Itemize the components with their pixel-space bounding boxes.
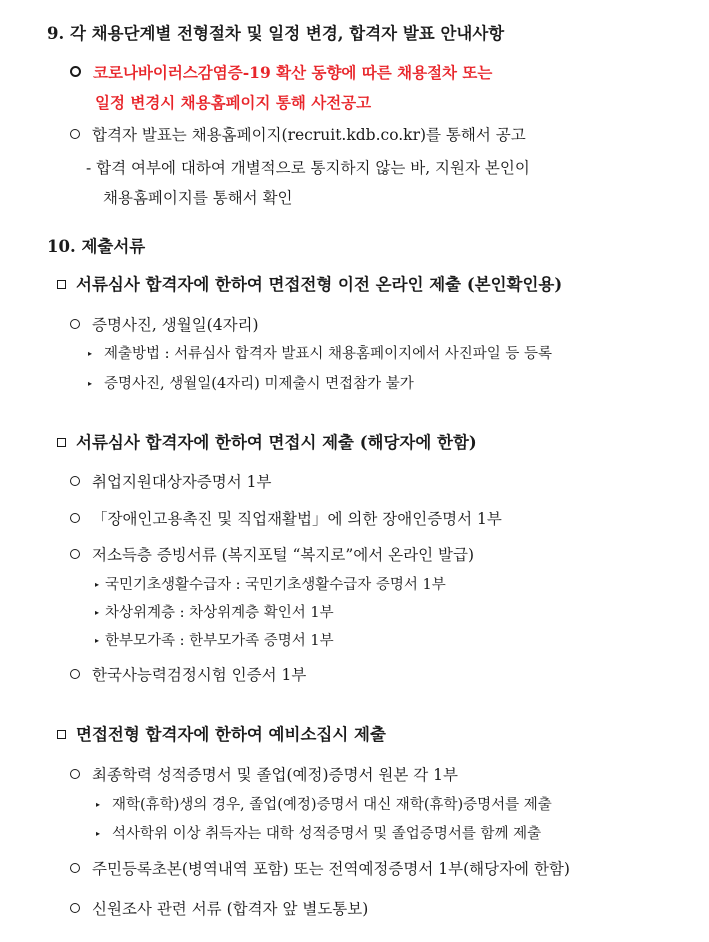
group2-sub2-text: 차상위계층 : 차상위계층 확인서 1부 (105, 605, 334, 621)
group1-item (70, 315, 259, 335)
circle-bullet-icon (70, 769, 80, 779)
group2-sub3-text: 한부모가족 : 한부모가족 증명서 1부 (105, 633, 334, 649)
dash-line-1: - 합격 여부에 대하여 개별적으로 통지하지 않는 바, 지원자 본인이 (86, 159, 530, 177)
group2-title (57, 433, 477, 453)
group1-item-text: 증명사진, 생월일(4자리) (92, 316, 259, 334)
triangle-bullet-icon: ▸ (95, 608, 100, 617)
triangle-bullet-icon: ▸ (96, 800, 101, 809)
triangle-bullet-icon: ▸ (88, 349, 93, 358)
group3-item2 (70, 859, 570, 879)
group3-sub2 (96, 824, 541, 844)
announcement-text: 합격자 발표는 채용홈페이지(recruit.kdb.co.kr)를 통해서 공고 (92, 126, 526, 144)
square-bullet-icon (57, 438, 66, 447)
group3-item3-text: 신원조사 관련 서류 (합격자 앞 별도통보) (92, 900, 369, 918)
circle-bullet-icon (70, 513, 80, 523)
group1-sub2-text: 증명사진, 생월일(4자리) 미제출시 면접참가 불가 (104, 376, 414, 392)
circle-bullet-icon (70, 66, 81, 77)
group2-item3 (70, 545, 474, 565)
group3-item1-text: 최종학력 성적증명서 및 졸업(예정)증명서 원본 각 1부 (92, 766, 458, 784)
circle-bullet-icon (70, 669, 80, 679)
group2-item2 (70, 509, 502, 529)
group2-sub2 (95, 603, 334, 623)
group3-sub2-text: 석사학위 이상 취득자는 대학 성적증명서 및 졸업증명서를 함께 제출 (112, 826, 542, 842)
group2-item1-text: 취업지원대상자증명서 1부 (92, 473, 272, 491)
group2-item1 (70, 472, 272, 492)
group1-title-text: 서류심사 합격자에 한하여 면접전형 이전 온라인 제출 (본인확인용) (76, 275, 563, 294)
group1-sub1 (88, 344, 552, 364)
circle-bullet-icon (70, 476, 80, 486)
circle-bullet-icon (70, 863, 80, 873)
triangle-bullet-icon: ▸ (95, 636, 100, 645)
group2-item2-text: 「장애인고용촉진 및 직업재활법」에 의한 장애인증명서 1부 (92, 510, 502, 528)
section9-heading: 9. 각 채용단계별 전형절차 및 일정 변경, 합격자 발표 안내사항 (47, 24, 505, 43)
triangle-bullet-icon: ▸ (96, 829, 101, 838)
square-bullet-icon (57, 730, 66, 739)
triangle-bullet-icon: ▸ (88, 379, 93, 388)
group2-item4 (70, 665, 306, 685)
group1-sub1-text: 제출방법 : 서류심사 합격자 발표시 채용홈페이지에서 사진파일 등 등록 (104, 346, 552, 362)
group2-sub1 (95, 575, 446, 595)
circle-bullet-icon (70, 549, 80, 559)
notice-item-announcement (70, 125, 526, 145)
group3-item3 (70, 899, 368, 919)
triangle-bullet-icon: ▸ (95, 580, 100, 589)
circle-bullet-icon (70, 319, 80, 329)
red-line-1: 코로나바이러스감염증-19 확산 동향에 따른 채용절차 또는 (93, 63, 493, 82)
group3-sub1-text: 재학(휴학)생의 경우, 졸업(예정)증명서 대신 재학(휴학)증명서를 제출 (112, 797, 552, 813)
group2-title-text: 서류심사 합격자에 한하여 면접시 제출 (해당자에 한함) (76, 433, 477, 452)
circle-bullet-icon (70, 903, 80, 913)
group2-item3-text: 저소득층 증빙서류 (복지포털 “복지로”에서 온라인 발급) (92, 546, 474, 564)
group2-sub1-text: 국민기초생활수급자 : 국민기초생활수급자 증명서 1부 (105, 577, 446, 593)
group2-item4-text: 한국사능력검정시험 인증서 1부 (92, 666, 307, 684)
group3-title (57, 725, 386, 745)
group1-title (57, 275, 562, 295)
circle-bullet-icon (70, 129, 80, 139)
group3-item2-text: 주민등록초본(병역내역 포함) 또는 전역예정증명서 1부(해당자에 한함) (92, 860, 570, 878)
group2-sub3 (95, 631, 334, 651)
group1-sub2 (88, 374, 414, 394)
group3-item1 (70, 765, 458, 785)
group3-sub1 (96, 795, 552, 815)
red-line-2: 일정 변경시 채용홈페이지 통해 사전공고 (95, 93, 372, 112)
section10-heading: 10. 제출서류 (47, 237, 146, 256)
group3-title-text: 면접전형 합격자에 한하여 예비소집시 제출 (76, 725, 386, 744)
dash-line-2: 채용홈페이지를 통해서 확인 (103, 189, 293, 207)
square-bullet-icon (57, 280, 66, 289)
notice-item-red (70, 63, 492, 83)
